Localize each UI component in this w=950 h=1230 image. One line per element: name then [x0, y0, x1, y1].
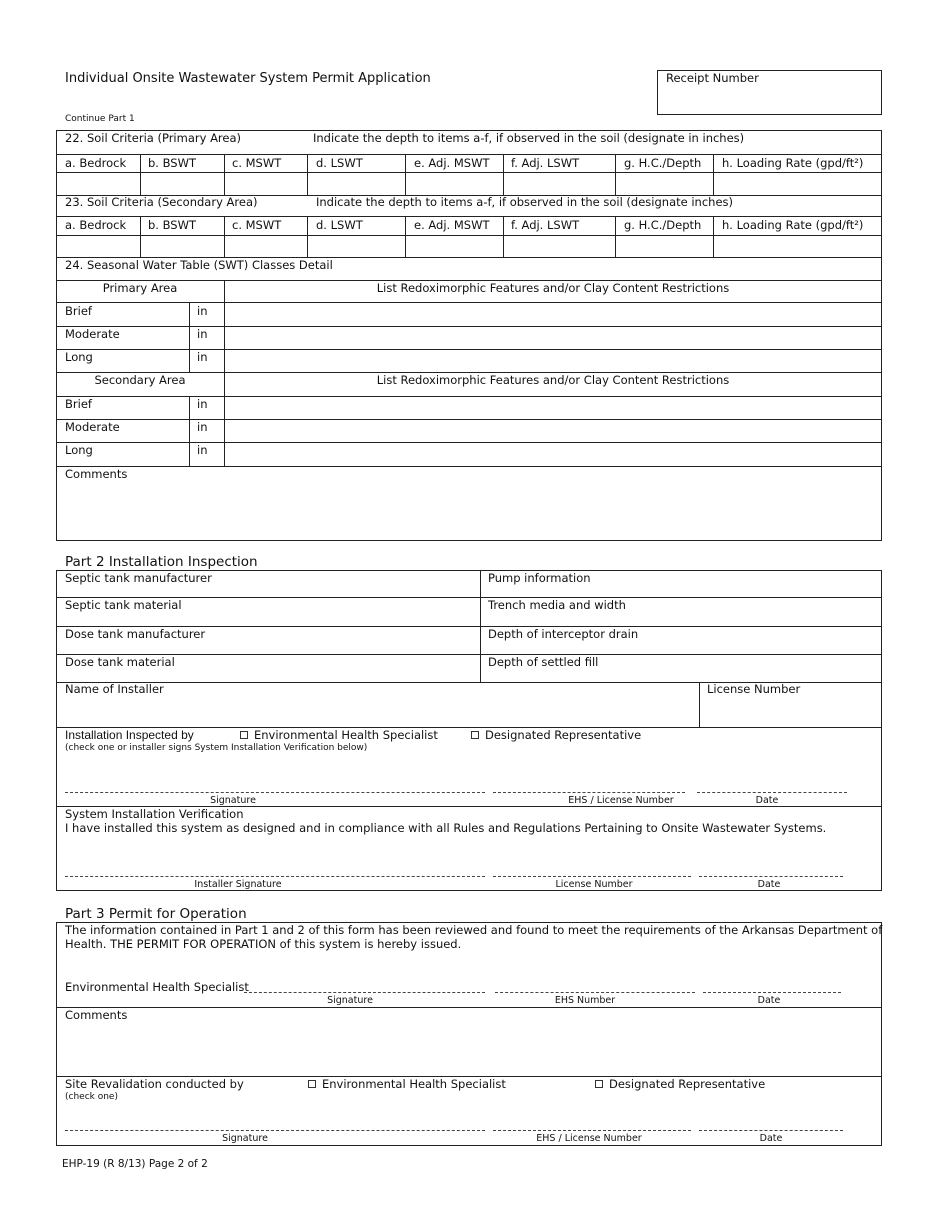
permit-text-line2: Health. THE PERMIT FOR OPERATION of this system is hereby issued. [65, 937, 462, 951]
part3-heading: Part 3 Permit for Operation [65, 906, 247, 922]
inspected-by-ehs-option[interactable] [240, 729, 438, 742]
soil22-input-adj-mswt[interactable] [406, 173, 503, 195]
swt-title: 24. Seasonal Water Table (SWT) Classes Detail [65, 258, 333, 272]
soil23-input-hc-depth[interactable] [616, 236, 713, 257]
inspected-by-ehs-label: Environmental Health Specialist [254, 728, 438, 742]
soil22-input-loading-rate[interactable] [714, 173, 881, 195]
swt-primary-long-input[interactable] [225, 350, 881, 372]
soil23-col-hc-depth: g. H.C./Depth [624, 218, 702, 232]
permit-ehs-label: Environmental Health Specialist [65, 980, 249, 994]
receipt-number-label: Receipt Number [666, 71, 759, 85]
permit-ehs-number-line[interactable] [495, 992, 695, 993]
permit-comments-field[interactable] [57, 1008, 881, 1076]
permit-signature-caption: Signature [327, 995, 373, 1006]
form-title: Individual Onsite Wastewater System Permit Application [65, 71, 431, 86]
soil23-instruction: Indicate the depth to items a-f, if observed in the soil (designate inches) [316, 195, 734, 209]
swt-secondary-list-label: List Redoximorphic Features and/or Clay Content Restrictions [376, 373, 730, 387]
revalidation-date-caption: Date [759, 1133, 783, 1144]
interceptor-drain-input[interactable] [481, 627, 881, 654]
soil22-instruction: Indicate the depth to items a-f, if observed in the soil (designate in inches) [313, 131, 745, 145]
installer-license-label: License Number [707, 682, 801, 696]
installer-date-line[interactable] [699, 876, 843, 877]
soil23-input-bedrock[interactable] [57, 236, 140, 257]
swt-primary-label: Primary Area [102, 281, 178, 295]
soil22-col-hc-depth: g. H.C./Depth [624, 156, 702, 170]
soil23-col-lswt: d. LSWT [316, 218, 363, 232]
receipt-number-field[interactable] [657, 70, 882, 115]
soil23-input-loading-rate[interactable] [714, 236, 881, 257]
soil22-col-bswt: b. BSWT [148, 156, 196, 170]
permit-signature-line[interactable] [244, 992, 485, 993]
revalidation-check-note: (check one) [65, 1092, 118, 1102]
interceptor-drain-label: Depth of interceptor drain [488, 627, 639, 641]
soil22-input-adj-lswt[interactable] [504, 173, 615, 195]
permit-date-line[interactable] [703, 992, 841, 993]
continue-part-label: Continue Part 1 [65, 114, 135, 124]
soil23-col-mswt: c. MSWT [232, 218, 282, 232]
swt-secondary-moderate: Moderate [65, 420, 120, 434]
inspection-date-caption: Date [755, 795, 779, 806]
swt-unit: in [197, 304, 208, 318]
swt-unit: in [197, 327, 208, 341]
soil22-col-lswt: d. LSWT [316, 156, 363, 170]
inspection-date-line[interactable] [697, 792, 847, 793]
soil23-col-bswt: b. BSWT [148, 218, 196, 232]
revalidation-rep-label: Designated Representative [609, 1077, 766, 1091]
swt-secondary-label: Secondary Area [94, 373, 186, 387]
swt-primary-moderate-input[interactable] [225, 327, 881, 349]
inspection-license-caption: EHS / License Number [568, 795, 674, 806]
soil23-input-lswt[interactable] [308, 236, 405, 257]
soil22-input-bedrock[interactable] [57, 173, 140, 195]
swt-secondary-long-input[interactable] [225, 443, 881, 466]
trench-media-input[interactable] [481, 598, 881, 626]
swt-primary-moderate: Moderate [65, 327, 120, 341]
swt-comments-field[interactable] [56, 466, 882, 541]
swt-secondary-brief: Brief [65, 397, 92, 411]
inspected-by-note: (check one or installer signs System Installation Verification below) [65, 743, 368, 753]
verification-text: I have installed this system as designed and in compliance with all Rules and Regulations Pertaining to Onsite Wastewater Systems. [65, 821, 827, 835]
septic-tank-manufacturer-input[interactable] [57, 571, 480, 597]
swt-primary-brief: Brief [65, 304, 92, 318]
septic-tank-manufacturer-label: Septic tank manufacturer [65, 571, 212, 585]
revalidation-rep-option[interactable] [595, 1078, 765, 1091]
swt-comments-label: Comments [65, 467, 128, 481]
checkbox-icon[interactable] [308, 1080, 316, 1088]
swt-unit: in [197, 350, 208, 364]
soil22-col-bedrock: a. Bedrock [65, 156, 127, 170]
revalidation-date-line[interactable] [699, 1130, 843, 1131]
soil22-input-hc-depth[interactable] [616, 173, 713, 195]
revalidation-signature-line[interactable] [65, 1130, 485, 1131]
dose-tank-material-input[interactable] [57, 655, 480, 682]
checkbox-icon[interactable] [240, 731, 248, 739]
swt-primary-list-label: List Redoximorphic Features and/or Clay Content Restrictions [376, 281, 730, 295]
installer-name-input[interactable] [57, 683, 699, 727]
installer-license-caption: License Number [555, 879, 633, 890]
soil23-title: 23. Soil Criteria (Secondary Area) [65, 195, 258, 209]
inspection-license-line[interactable] [493, 792, 685, 793]
soil23-col-loading-rate: h. Loading Rate (gpd/ft²) [722, 218, 864, 232]
permit-date-caption: Date [757, 995, 781, 1006]
septic-tank-material-input[interactable] [57, 598, 480, 626]
swt-secondary-brief-input[interactable] [225, 397, 881, 419]
soil23-input-adj-mswt[interactable] [406, 236, 503, 257]
dose-tank-manufacturer-label: Dose tank manufacturer [65, 627, 206, 641]
settled-fill-label: Depth of settled fill [488, 655, 599, 669]
permit-text-line1: The information contained in Part 1 and 2 of this form has been reviewed and found to meet the requirements of the Arkansas Department of [65, 923, 883, 937]
swt-unit: in [197, 397, 208, 411]
trench-media-label: Trench media and width [488, 598, 626, 612]
settled-fill-input[interactable] [481, 655, 881, 682]
revalidation-license-caption: EHS / License Number [536, 1133, 642, 1144]
inspection-signature-caption: Signature [210, 795, 256, 806]
soil23-col-adj-mswt: e. Adj. MSWT [414, 218, 490, 232]
soil23-col-bedrock: a. Bedrock [65, 218, 127, 232]
revalidation-signature-caption: Signature [222, 1133, 268, 1144]
septic-tank-material-label: Septic tank material [65, 598, 182, 612]
permit-comments-label: Comments [65, 1008, 128, 1022]
soil22-input-lswt[interactable] [308, 173, 405, 195]
soil23-input-bswt[interactable] [141, 236, 224, 257]
inspected-by-rep-option[interactable] [471, 729, 641, 742]
soil23-input-mswt[interactable] [225, 236, 307, 257]
swt-secondary-long: Long [65, 443, 93, 457]
swt-unit: in [197, 443, 208, 457]
swt-unit: in [197, 420, 208, 434]
inspection-signature-line[interactable] [65, 792, 485, 793]
installer-date-caption: Date [757, 879, 781, 890]
revalidation-ehs-option[interactable] [308, 1078, 506, 1091]
swt-primary-brief-input[interactable] [225, 303, 881, 326]
installer-signature-line[interactable] [65, 876, 485, 877]
part2-heading: Part 2 Installation Inspection [65, 554, 258, 570]
dose-tank-manufacturer-input[interactable] [57, 627, 480, 654]
swt-primary-long: Long [65, 350, 93, 364]
pump-information-label: Pump information [488, 571, 591, 585]
soil23-input-adj-lswt[interactable] [504, 236, 615, 257]
verification-title: System Installation Verification [65, 807, 244, 821]
soil22-col-adj-mswt: e. Adj. MSWT [414, 156, 490, 170]
soil22-col-adj-lswt: f. Adj. LSWT [511, 156, 580, 170]
dose-tank-material-label: Dose tank material [65, 655, 175, 669]
pump-information-input[interactable] [481, 571, 881, 597]
soil22-input-bswt[interactable] [141, 173, 224, 195]
soil22-title: 22. Soil Criteria (Primary Area) [65, 131, 242, 145]
revalidation-label: Site Revalidation conducted by [65, 1077, 244, 1091]
revalidation-ehs-label: Environmental Health Specialist [322, 1077, 506, 1091]
swt-secondary-moderate-input[interactable] [225, 420, 881, 442]
checkbox-icon[interactable] [471, 731, 479, 739]
soil22-input-mswt[interactable] [225, 173, 307, 195]
inspected-by-rep-label: Designated Representative [485, 728, 642, 742]
inspected-by-label: Installation Inspected by [65, 728, 194, 742]
soil22-col-mswt: c. MSWT [232, 156, 282, 170]
form-footer: EHP-19 (R 8/13) Page 2 of 2 [62, 1158, 208, 1170]
installer-signature-caption: Installer Signature [194, 879, 282, 890]
installer-name-label: Name of Installer [65, 682, 164, 696]
soil22-col-loading-rate: h. Loading Rate (gpd/ft²) [722, 156, 864, 170]
permit-ehs-number-caption: EHS Number [554, 995, 616, 1006]
checkbox-icon[interactable] [595, 1080, 603, 1088]
revalidation-license-line[interactable] [493, 1130, 691, 1131]
installer-license-line[interactable] [493, 876, 691, 877]
soil23-col-adj-lswt: f. Adj. LSWT [511, 218, 580, 232]
installer-license-input[interactable] [700, 683, 881, 727]
